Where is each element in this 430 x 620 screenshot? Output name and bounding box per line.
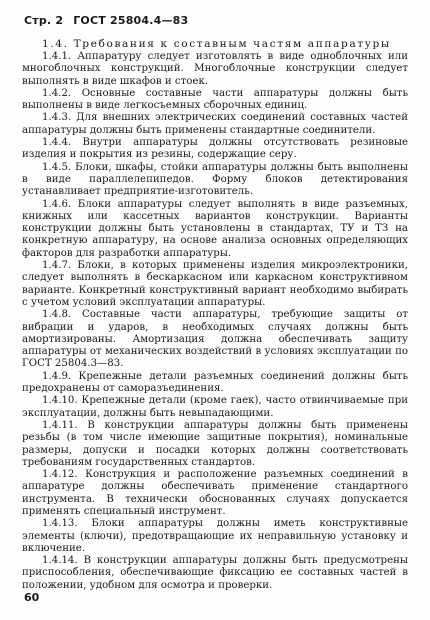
standard-code: ГОСТ 25804.4—83 xyxy=(73,14,189,27)
clause-1-4-4: 1.4.4. Внутри аппаратуры должны отсутствовать резиновые изделия и покрытия из резины, содержащие серу. xyxy=(22,137,408,161)
page-number: 60 xyxy=(24,591,40,604)
clause-1-4-1: 1.4.1. Аппаратуру следует изготовлять в виде одноблочных или многоблочных конструкций. Многоблочные конструкции следует выполнять в виде шкафов и стоек. xyxy=(22,51,408,87)
clause-1-4-8: 1.4.8. Составные части аппаратуры, требующие защиты от вибрации и ударов, в необходимых случаях должны быть амортизированы. Амортизация должна обеспечивать защиту аппаратуры от механических воздействий в условиях эксплуатации по ГОСТ 25804.3—83. xyxy=(22,309,408,370)
clause-1-4-10: 1.4.10. Крепежные детали (кроме гаек), часто отвинчиваемые при эксплуатации, должны быть невыпадающими. xyxy=(22,395,408,419)
clause-1-4-7: 1.4.7. Блоки, в которых применены изделия микроэлектроники, следует выполнять в бескаркасном или каркасном конструктивном варианте. Конкретный конструктивный вариант необходимо выбирать с учетом условий эксплуатации аппаратуры. xyxy=(22,260,408,308)
clause-1-4-11: 1.4.11. В конструкции аппаратуры должны быть применены резьбы (в том числе имеющие защитные покрытия), номинальные размеры, допуски и посадки которых должны соответствовать требованиям государственных стандартов. xyxy=(22,419,408,468)
clause-1-4-2: 1.4.2. Основные составные части аппаратуры должны быть выполнены в виде легкосъемных сборочных единиц. xyxy=(22,87,408,112)
clause-1-4-5: 1.4.5. Блоки, шкафы, стойки аппаратуры должны быть выполнены в виде параллелепипедов. Форму блоков детектирования устанавливает предприятие-изготовитель. xyxy=(22,161,408,198)
clause-1-4-3: 1.4.3. Для внешних электрических соединений составных частей аппаратуры должны быть применены стандартные соединители. xyxy=(22,112,408,136)
section-title: 1.4. Требования к составным частям аппаратуры xyxy=(42,38,391,50)
clause-1-4-12: 1.4.12. Конструкция и расположение разъемных соединений в аппаратуре должны обеспечивать применение стандартного инструмента. В технически обоснованных случаях допускается применять специальный инструмент. xyxy=(22,469,408,517)
document-body xyxy=(22,38,408,592)
clause-1-4-13: 1.4.13. Блоки аппаратуры должны иметь конструктивные элементы (ключи), предотвращающие их неправильную установку и включение. xyxy=(22,518,408,554)
clause-1-4-9: 1.4.9. Крепежные детали разъемных соединений должны быть предохранены от саморазъединения. xyxy=(22,370,408,395)
page-label: Стр. 2 xyxy=(24,14,64,27)
page-header xyxy=(24,14,194,27)
clause-1-4-14: 1.4.14. В конструкции аппаратуры должны быть предусмотрены приспособления, обеспечивающие фиксацию ее составных частей в положении, удобном для осмотра и проверки. xyxy=(22,555,408,591)
clause-1-4-6: 1.4.6. Блоки аппаратуры следует выполнять в виде разъемных, книжных или кассетных вариантов конструкции. Варианты конструкции должны быть установлены в стандартах, ТУ и ТЗ на конкретную аппаратуру, на основе анализа основных определяющих факторов для разработки аппаратуры. xyxy=(22,198,408,259)
